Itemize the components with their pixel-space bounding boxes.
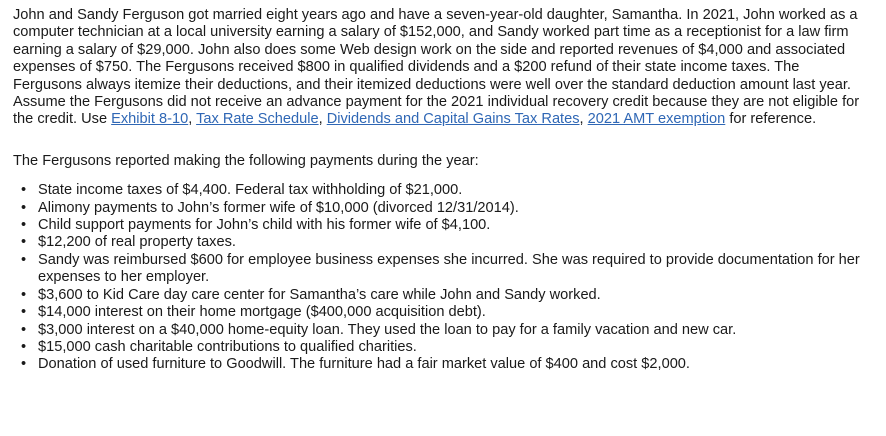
amt-exemption-link[interactable]: 2021 AMT exemption: [587, 111, 726, 128]
list-item: [21, 286, 870, 304]
bullet-icon: •: [21, 217, 27, 234]
bullet-icon: •: [21, 286, 27, 303]
list-item-text: Sandy was reimbursed $600 for employee business expenses she incurred. She was required to provide documentation for her expenses to her employer.: [38, 251, 860, 286]
link-separator: ,: [188, 111, 197, 128]
list-item-text: Child support payments for John’s child with his former wife of $4,100.: [38, 217, 491, 234]
list-item-text: Donation of used furniture to Goodwill. The furniture had a fair market value of $400 and cost $2,000.: [38, 356, 690, 373]
bullet-icon: •: [21, 304, 27, 321]
list-item: [21, 182, 870, 199]
list-item: [21, 234, 870, 251]
list-item-text: $3,600 to Kid Care day care center for Samantha’s care while John and Sandy worked.: [38, 286, 601, 303]
exhibit-8-10-link[interactable]: Exhibit 8-10: [111, 111, 189, 128]
list-item: [21, 251, 870, 287]
list-item: [21, 217, 870, 234]
list-item: [21, 304, 870, 321]
bullet-icon: •: [21, 321, 27, 338]
link-separator: ,: [579, 111, 588, 128]
list-item-text: $3,000 interest on a $40,000 home-equity loan. They used the loan to pay for a family vacation and new car.: [38, 321, 737, 338]
list-item: [21, 338, 870, 356]
link-separator: ,: [318, 111, 327, 128]
problem-intro-text: John and Sandy Ferguson got married eight years ago and have a seven-year-old daughter, Samantha. In 2021, John worked as a computer technician at a local university earning a salary of $152,000, and Sandy worked part time as a receptionist for a law firm earning a salary of $29,000. John also does some Web design work on the side and reported revenues of $4,000 and associated expenses of $750. The Fergusons received $800 in qualified dividends and a $200 refund of their state income taxes. The Fergusons always itemize their deductions, and their itemized deductions were well over the standard deduction amount last year. Assume the Fergusons did not receive an advance payment for the 2021 individual recovery credit because they are not eligible for the credit. Use: [13, 7, 860, 128]
bullet-icon: •: [21, 199, 27, 216]
list-item-text: $12,200 of real property taxes.: [38, 234, 236, 251]
list-item: [21, 356, 870, 373]
list-item-text: $14,000 interest on their home mortgage ($400,000 acquisition debt).: [38, 304, 486, 321]
bullet-icon: •: [21, 251, 27, 268]
list-item-text: $15,000 cash charitable contributions to qualified charities.: [38, 338, 417, 355]
list-item-text: Alimony payments to John’s former wife of $10,000 (divorced 12/31/2014).: [38, 199, 519, 216]
payments-list: [13, 182, 870, 373]
list-item: [21, 321, 870, 339]
bullet-icon: •: [21, 356, 27, 373]
payments-intro: The Fergusons reported making the following payments during the year:: [13, 152, 479, 169]
bullet-icon: •: [21, 182, 27, 199]
list-item-text: State income taxes of $4,400. Federal tax withholding of $21,000.: [38, 182, 463, 199]
dividends-capital-gains-link[interactable]: Dividends and Capital Gains Tax Rates: [326, 111, 580, 128]
bullet-icon: •: [21, 338, 27, 355]
problem-intro-end: for reference.: [725, 111, 817, 128]
problem-intro-paragraph: [13, 7, 870, 129]
tax-rate-schedule-link[interactable]: Tax Rate Schedule: [196, 111, 319, 128]
bullet-icon: •: [21, 234, 27, 251]
list-item: [21, 199, 870, 217]
